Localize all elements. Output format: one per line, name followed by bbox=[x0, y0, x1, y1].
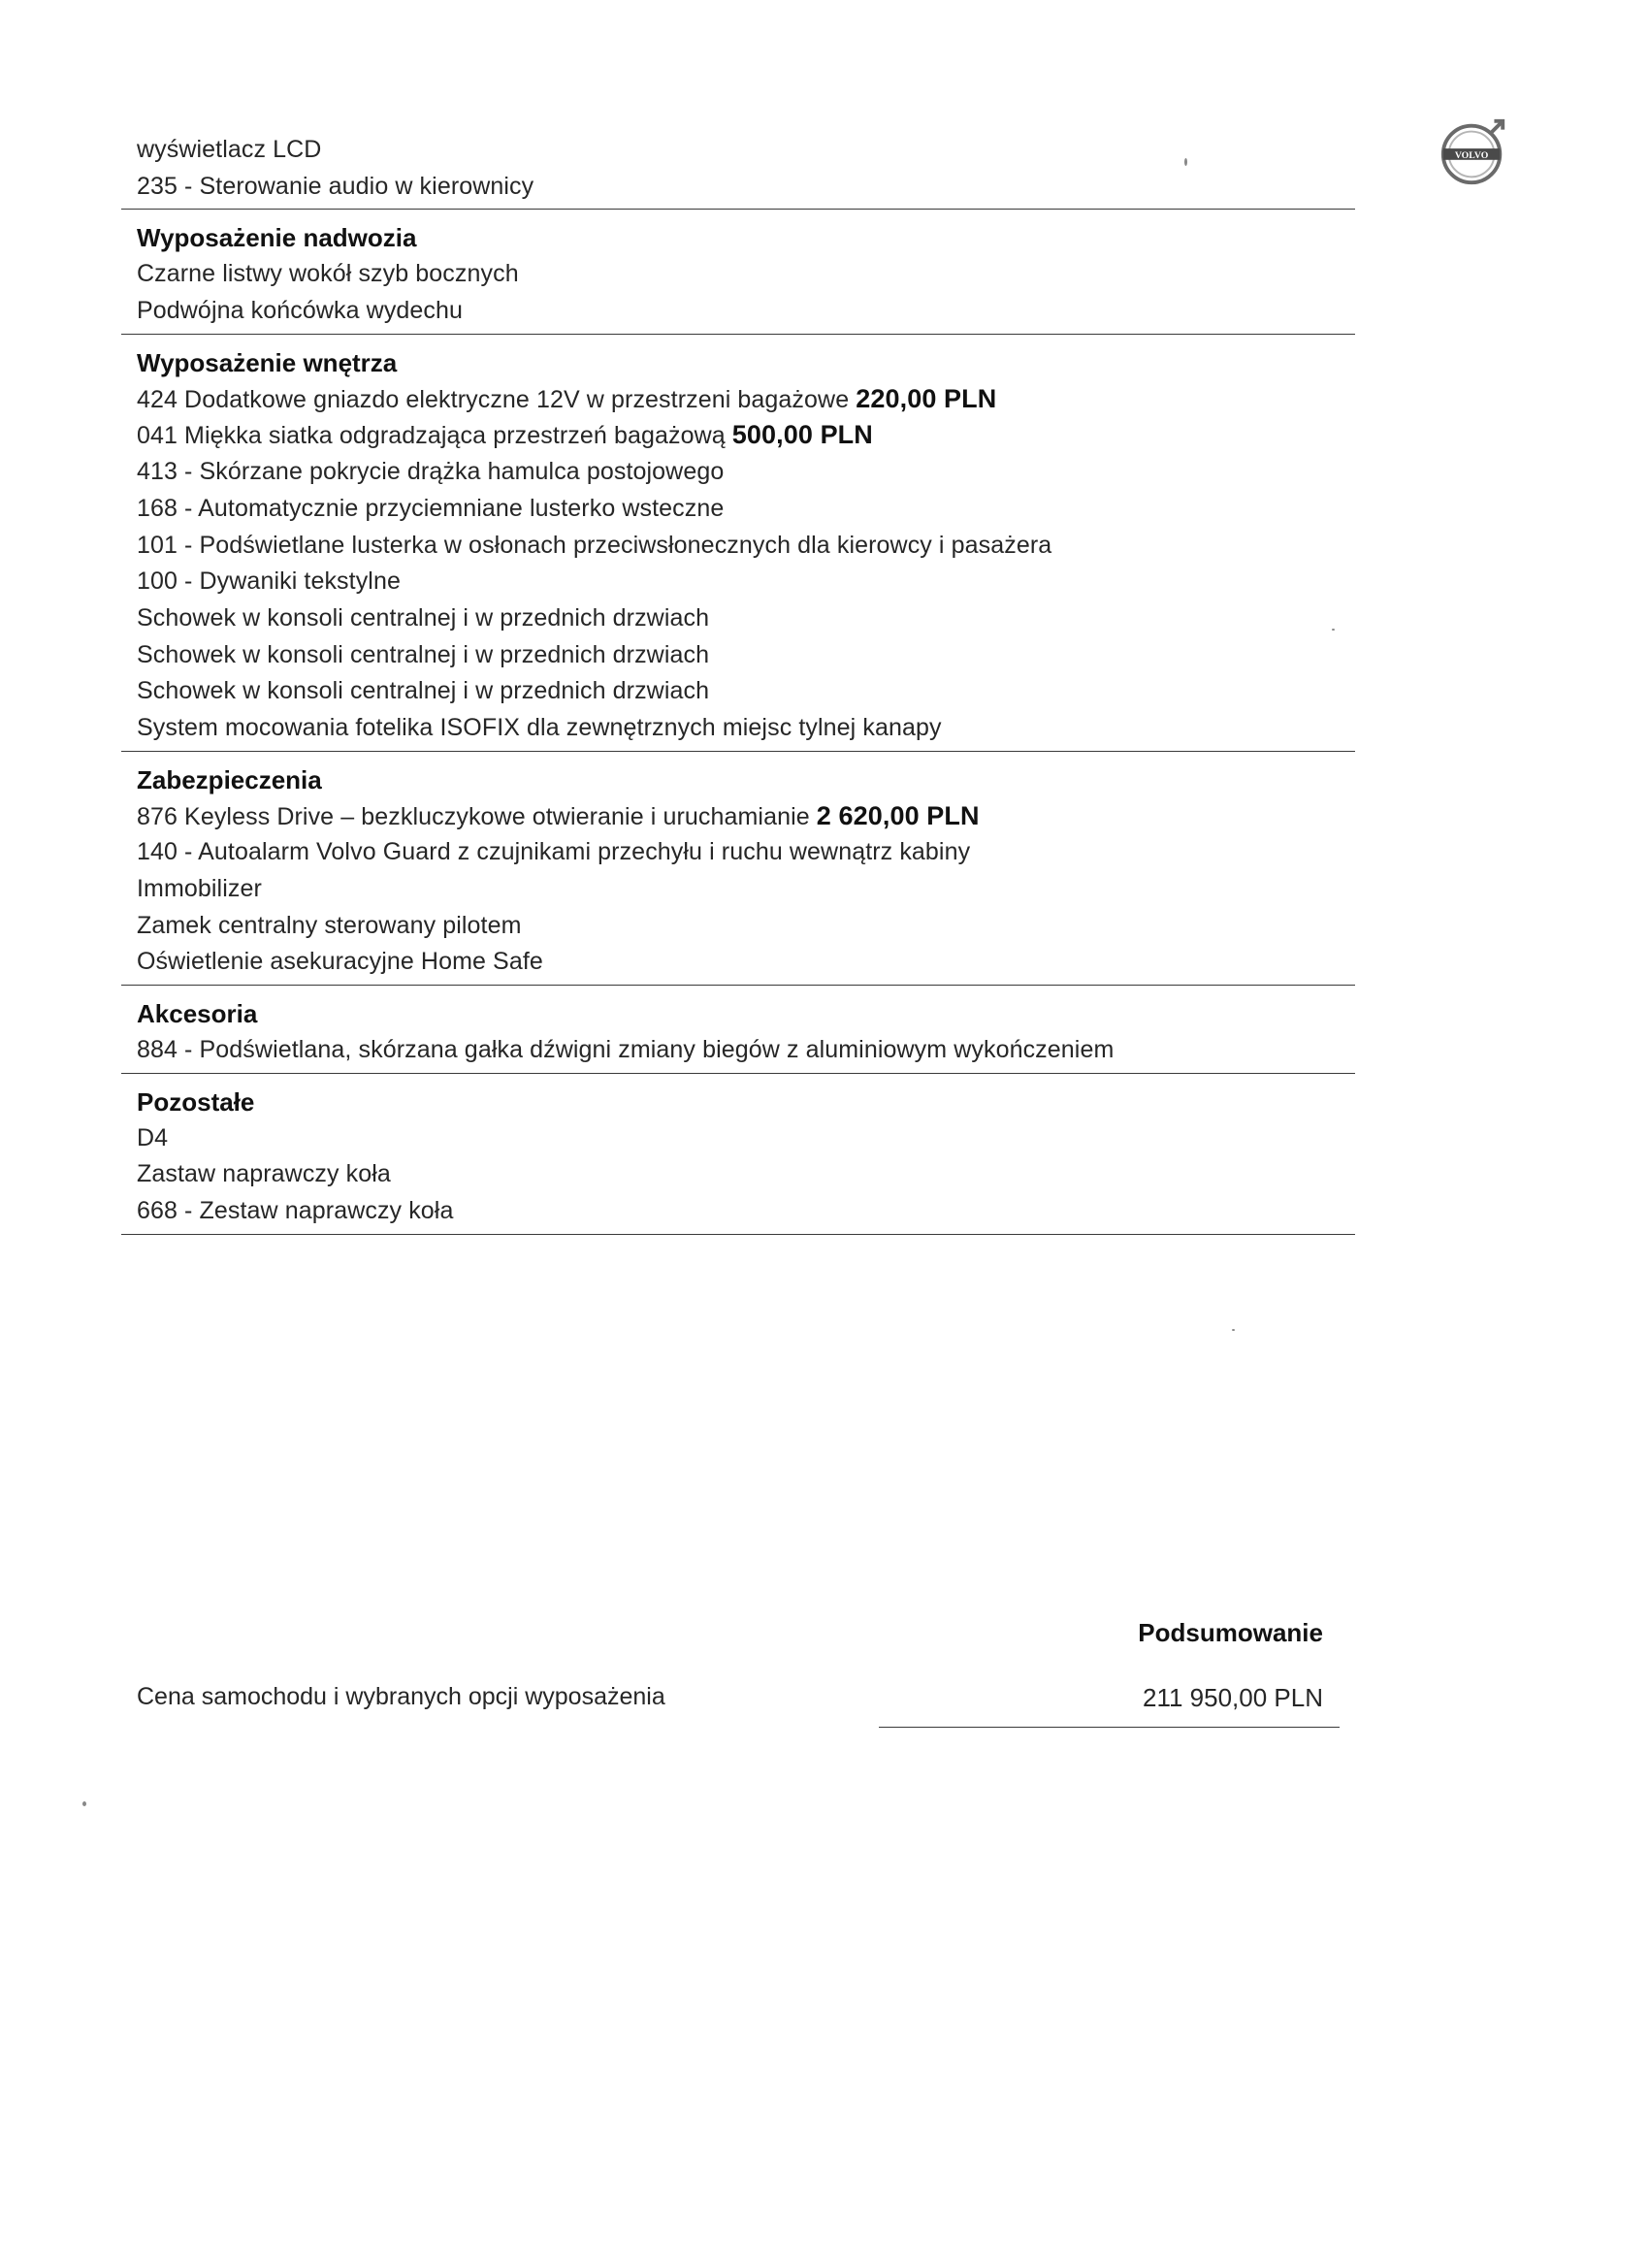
equipment-item-text: Zastaw naprawczy koła bbox=[137, 1160, 391, 1188]
equipment-item-text: Schowek w konsoli centralnej i w przednich drzwiach bbox=[137, 640, 710, 668]
summary-title: Podsumowanie bbox=[1138, 1618, 1323, 1647]
logo-text: VOLVO bbox=[1454, 149, 1489, 161]
equipment-item-text: Immobilizer bbox=[137, 875, 262, 902]
section-title: Pozostałe bbox=[137, 1086, 255, 1117]
equipment-item-price: 220,00 PLN bbox=[856, 383, 997, 413]
equipment-item-text: 876 Keyless Drive – bezkluczykowe otwieranie i uruchamianie bbox=[137, 802, 810, 830]
equipment-item-text: 413 - Skórzane pokrycie drążka hamulca postojowego bbox=[137, 458, 725, 486]
equipment-item-text: 101 - Podświetlane lusterka w osłonach przeciwsłonecznych dla kierowcy i pasażera bbox=[137, 531, 1052, 559]
equipment-item-text: Podwójna końcówka wydechu bbox=[137, 297, 464, 325]
equipment-item-text: Schowek w konsoli centralnej i w przednich drzwiach bbox=[137, 603, 710, 632]
equipment-item bbox=[137, 564, 1340, 600]
section-separator bbox=[121, 209, 1355, 210]
equipment-item-text: 041 Miękka siatka odgradzająca przestrzeń bagażową bbox=[137, 422, 726, 450]
equipment-item bbox=[137, 798, 1340, 835]
equipment-item bbox=[137, 710, 1340, 747]
equipment-item-text: Schowek w konsoli centralnej i w przednich drzwiach bbox=[137, 677, 710, 705]
equipment-item bbox=[137, 908, 1340, 945]
section-separator bbox=[121, 334, 1355, 335]
section-separator bbox=[121, 1073, 1355, 1074]
section-title: Wyposażenie wnętrza bbox=[137, 347, 398, 377]
equipment-item bbox=[137, 1032, 1340, 1069]
equipment-item-text: Zamek centralny sterowany pilotem bbox=[137, 911, 522, 939]
equipment-item-text: 424 Dodatkowe gniazdo elektryczne 12V w przestrzeni bagażowe bbox=[137, 385, 850, 413]
scan-speck bbox=[1232, 1329, 1235, 1331]
top-line: wyświetlacz LCD bbox=[137, 136, 322, 163]
equipment-item-text: D4 bbox=[137, 1123, 169, 1151]
equipment-item bbox=[137, 256, 1340, 293]
equipment-item bbox=[137, 491, 1340, 528]
equipment-item-text: System mocowania fotelika ISOFIX dla zewnętrznych miejsc tylnej kanapy bbox=[137, 713, 942, 741]
section-separator bbox=[121, 985, 1355, 986]
section-separator bbox=[121, 751, 1355, 752]
summary-separator bbox=[879, 1727, 1340, 1728]
equipment-item bbox=[137, 381, 1340, 418]
top-line: 235 - Sterowanie audio w kierownicy bbox=[137, 172, 534, 200]
equipment-item bbox=[137, 637, 1340, 674]
equipment-item-text: 140 - Autoalarm Volvo Guard z czujnikami przechyłu i ruchu wewnątrz kabiny bbox=[137, 838, 971, 866]
summary-value: 211 950,00 PLN bbox=[1143, 1683, 1323, 1712]
equipment-item bbox=[137, 871, 1340, 908]
equipment-item bbox=[137, 834, 1340, 871]
equipment-item-text: 884 - Podświetlana, skórzana gałka dźwigni zmiany biegów z aluminiowym wykończeniem bbox=[137, 1036, 1115, 1064]
summary-label: Cena samochodu i wybranych opcji wyposażenia bbox=[137, 1683, 665, 1710]
scan-speck bbox=[1332, 629, 1335, 631]
equipment-item bbox=[137, 673, 1340, 710]
equipment-item-price: 500,00 PLN bbox=[731, 420, 873, 450]
equipment-item bbox=[137, 454, 1340, 491]
section-separator bbox=[121, 1234, 1355, 1235]
scan-speck bbox=[1184, 158, 1187, 166]
volvo-iron-mark-icon bbox=[1436, 114, 1511, 190]
equipment-item-text: Czarne listwy wokół szyb bocznych bbox=[137, 260, 519, 288]
section-title: Wyposażenie nadwozia bbox=[137, 223, 417, 253]
equipment-item bbox=[137, 293, 1340, 330]
equipment-item bbox=[137, 944, 1340, 981]
equipment-item-text: 100 - Dywaniki tekstylne bbox=[137, 567, 401, 596]
equipment-item-price: 2 620,00 PLN bbox=[816, 800, 980, 830]
equipment-item bbox=[137, 528, 1340, 565]
section-title: Zabezpieczenia bbox=[137, 764, 322, 794]
scan-speck bbox=[82, 1801, 86, 1806]
section-title: Akcesoria bbox=[137, 999, 258, 1029]
equipment-item bbox=[137, 600, 1340, 637]
equipment-item bbox=[137, 1156, 1340, 1193]
equipment-item bbox=[137, 417, 1340, 454]
equipment-item-text: 668 - Zestaw naprawczy koła bbox=[137, 1197, 454, 1225]
equipment-item bbox=[137, 1193, 1340, 1230]
equipment-item-text: 168 - Automatycznie przyciemniane lusterko wsteczne bbox=[137, 494, 725, 522]
equipment-item bbox=[137, 1120, 1340, 1157]
equipment-list bbox=[137, 132, 1340, 1245]
equipment-item-text: Oświetlenie asekuracyjne Home Safe bbox=[137, 948, 543, 976]
